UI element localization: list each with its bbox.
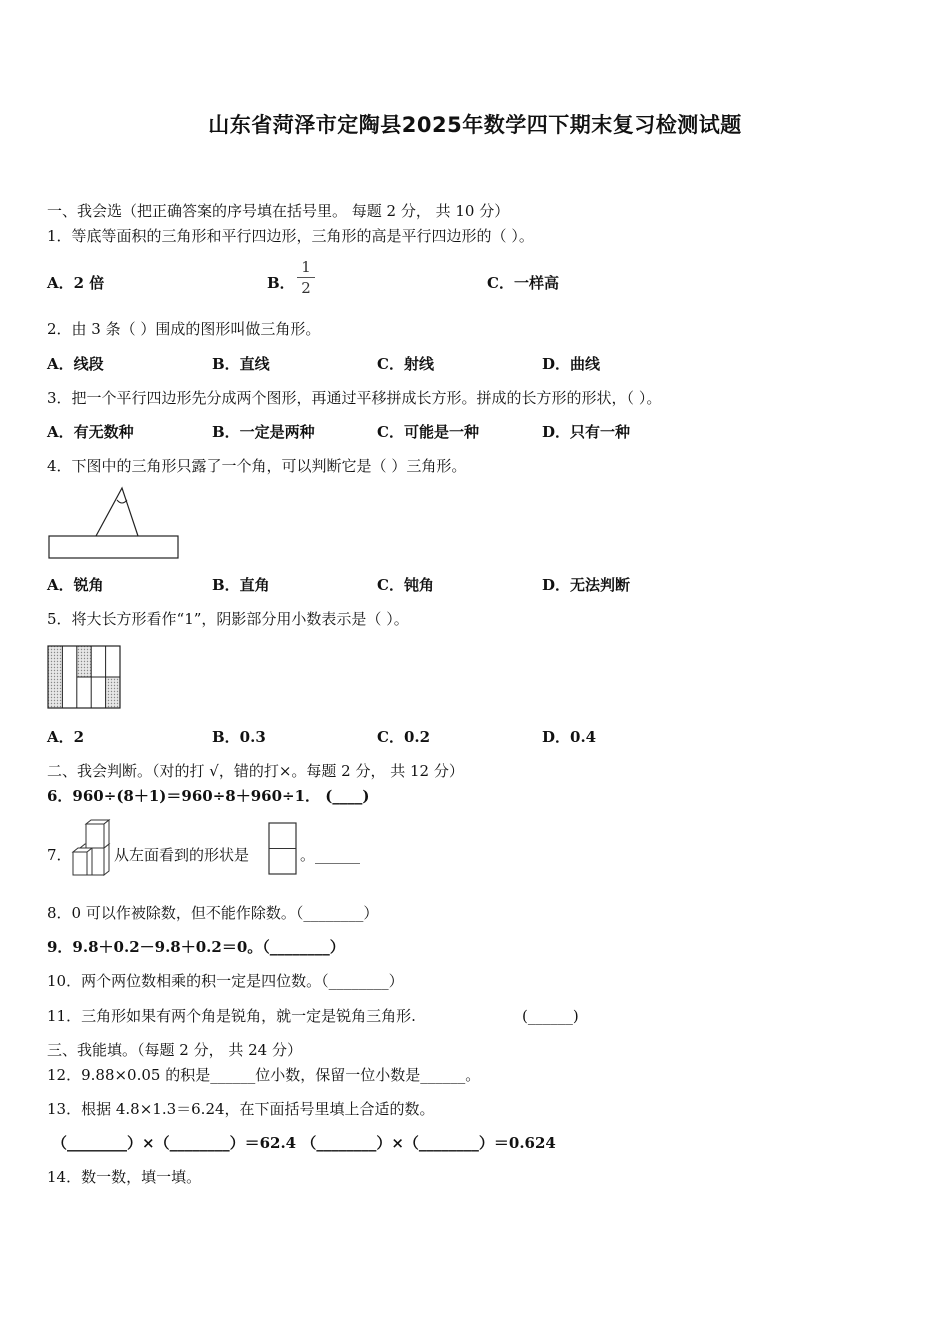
q3-option-b: B．一定是两种 [212, 423, 315, 441]
question-1: 1．等底等面积的三角形和平行四边形，三角形的高是平行四边形的（ ）。 [47, 227, 534, 245]
question-3: 3．把一个平行四边形先分成两个图形，再通过平移拼成长方形。拼成的长方形的形状，（ ）。 [47, 389, 662, 407]
question-13: 13．根据 4.8×1.3＝6.24，在下面括号里填上合适的数。 [47, 1100, 435, 1118]
question-13-blanks: （________）×（________）＝62.4 （________）×（________）＝0.624 [52, 1134, 556, 1152]
q1-fraction [297, 258, 315, 297]
question-11-blank: (______) [522, 1007, 579, 1025]
q3-option-a: A．有无数种 [47, 423, 134, 441]
q5-option-a: A．2 [47, 728, 85, 746]
question-7-text: 从左面看到的形状是 [114, 846, 250, 864]
question-9: 9．9.8＋0.2－9.8＋0.2＝0。（________） [47, 938, 345, 956]
q2-option-a: A．线段 [47, 355, 104, 373]
q2-option-d: D．曲线 [542, 355, 601, 373]
q1-option-c: C．一样高 [487, 274, 559, 292]
q4-option-c: C．钝角 [377, 576, 434, 594]
section-1-heading: 一、我会选（把正确答案的序号填在括号里。 每题 2 分， 共 10 分） [47, 202, 510, 220]
q2-option-c: C．射线 [377, 355, 434, 373]
q4-option-a: A．锐角 [47, 576, 104, 594]
question-5: 5．将大长方形看作“1”，阴影部分用小数表示是（ ）。 [47, 610, 409, 628]
question-14: 14．数一数，填一填。 [47, 1168, 202, 1186]
shaded-rectangle-figure [47, 645, 121, 709]
question-2: 2．由 3 条（ ）围成的图形叫做三角形。 [47, 320, 321, 338]
q2-option-b: B．直线 [212, 355, 270, 373]
question-8: 8．0 可以作被除数，但不能作除数。（________） [47, 904, 379, 922]
question-4: 4．下图中的三角形只露了一个角，可以判断它是（ ）三角形。 [47, 457, 467, 475]
page-title: 山东省菏泽市定陶县2025年数学四下期末复习检测试题 [208, 113, 742, 137]
question-10: 10．两个两位数相乘的积一定是四位数。（________） [47, 972, 404, 990]
fraction-numerator: 1 [301, 258, 311, 276]
q4-option-b: B．直角 [212, 576, 270, 594]
q3-option-d: D．只有一种 [542, 423, 631, 441]
question-7-number: 7． [47, 846, 72, 864]
question-12: 12．9.88×0.05 的积是______位小数，保留一位小数是______。 [47, 1066, 481, 1084]
q5-option-d: D．0.4 [542, 728, 597, 746]
q5-option-c: C．0.2 [377, 728, 431, 746]
hidden-triangle-figure [48, 486, 180, 561]
section-3-heading: 三、我能填。（每题 2 分， 共 24 分） [47, 1041, 302, 1059]
cube-stack-figure [68, 818, 112, 878]
q5-option-b: B．0.3 [212, 728, 266, 746]
q1-option-a: A．2 倍 [47, 274, 105, 292]
question-6: 6．960÷(8＋1)＝960÷8＋960÷1． (____) [47, 787, 370, 805]
question-7-blank: 。______ [300, 846, 361, 864]
section-2-heading: 二、我会判断。（对的打 √，错的打×。每题 2 分， 共 12 分） [47, 762, 464, 780]
left-view-figure [268, 822, 298, 876]
q1-option-b: B． [267, 274, 295, 292]
q3-option-c: C．可能是一种 [377, 423, 479, 441]
fraction-denominator: 2 [301, 279, 311, 297]
question-11: 11．三角形如果有两个角是锐角，就一定是锐角三角形. [47, 1007, 416, 1025]
q4-option-d: D．无法判断 [542, 576, 631, 594]
